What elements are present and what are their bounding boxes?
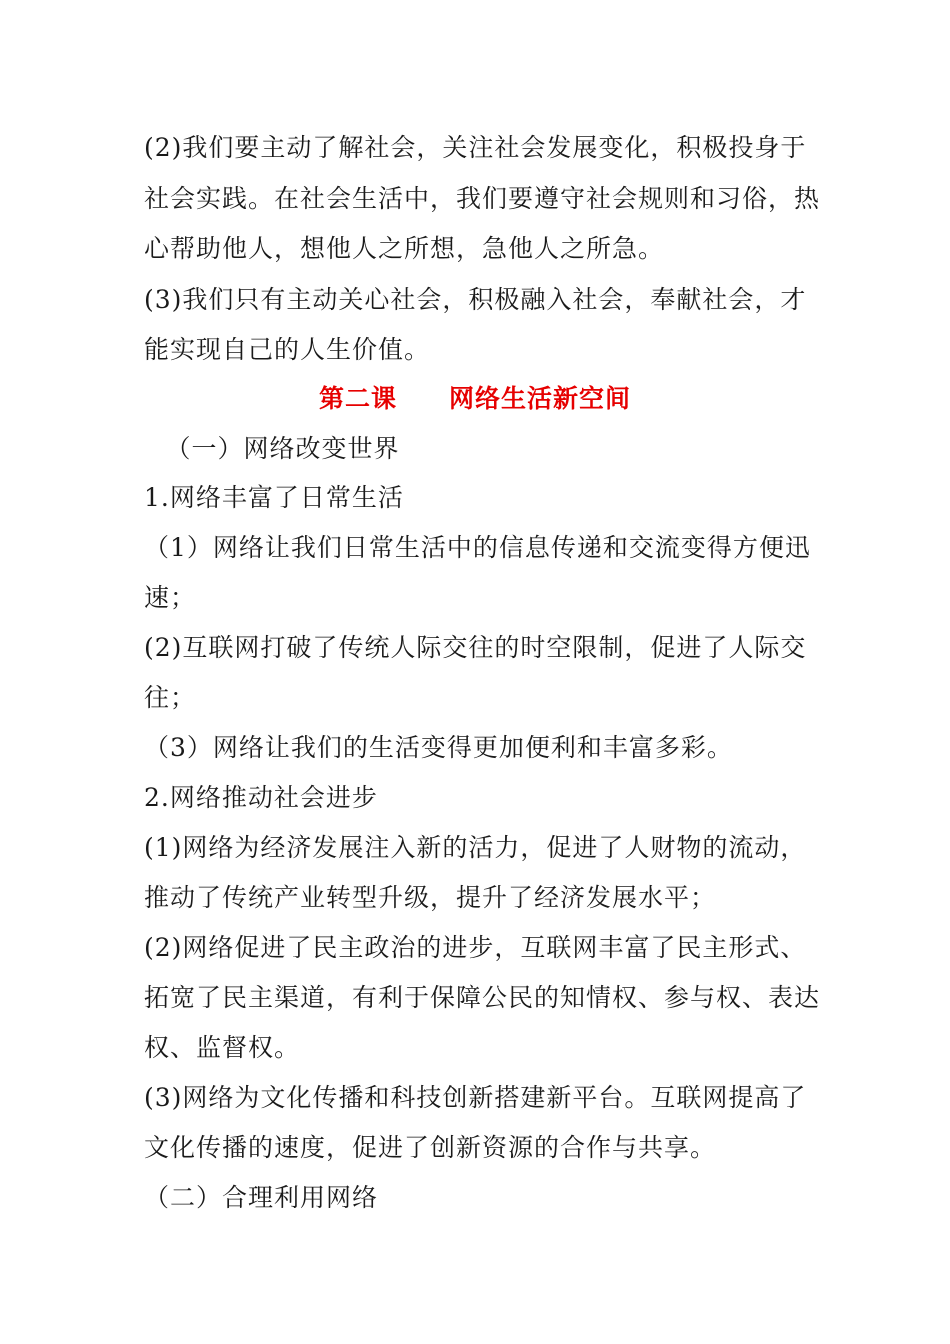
paragraph-line: 文化传播的速度，促进了创新资源的合作与共享。: [144, 1133, 717, 1162]
subsection-heading: 1.网络丰富了日常生活: [144, 483, 404, 512]
paragraph-line: (3)我们只有主动关心社会，积极融入社会，奉献社会，才: [144, 285, 807, 314]
section-heading: （二）合理利用网络: [144, 1183, 379, 1212]
paragraph-line: (2)我们要主动了解社会，关注社会发展变化，积极投身于: [144, 133, 807, 162]
paragraph-line: (1)网络为经济发展注入新的活力，促进了人财物的流动，: [144, 833, 807, 862]
paragraph-line: (2)互联网打破了传统人际交往的时空限制，促进了人际交: [144, 633, 807, 662]
subsection-heading: 2.网络推动社会进步: [144, 783, 378, 812]
paragraph-line: 往；: [144, 683, 197, 712]
paragraph-line: 社会实践。在社会生活中，我们要遵守社会规则和习俗，热: [144, 184, 821, 213]
paragraph-line: (2)网络促进了民主政治的进步，互联网丰富了民主形式、: [144, 933, 807, 962]
paragraph-line: 速；: [144, 583, 197, 612]
paragraph-line: 权、监督权。: [144, 1033, 301, 1062]
paragraph-line: （1）网络让我们日常生活中的信息传递和交流变得方便迅: [144, 533, 811, 562]
lesson-heading: 第二课 网络生活新空间: [318, 384, 631, 413]
paragraph-line: 拓宽了民主渠道，有利于保障公民的知情权、参与权、表达: [144, 983, 821, 1012]
paragraph-line: （3）网络让我们的生活变得更加便利和丰富多彩。: [144, 733, 733, 762]
paragraph-line: 心帮助他人，想他人之所想，急他人之所急。: [144, 234, 665, 263]
paragraph-line: 推动了传统产业转型升级，提升了经济发展水平；: [144, 883, 717, 912]
paragraph-line: (3)网络为文化传播和科技创新搭建新平台。互联网提高了: [144, 1083, 807, 1112]
paragraph-line: 能实现自己的人生价值。: [144, 335, 431, 364]
section-heading: （一）网络改变世界: [152, 434, 400, 463]
